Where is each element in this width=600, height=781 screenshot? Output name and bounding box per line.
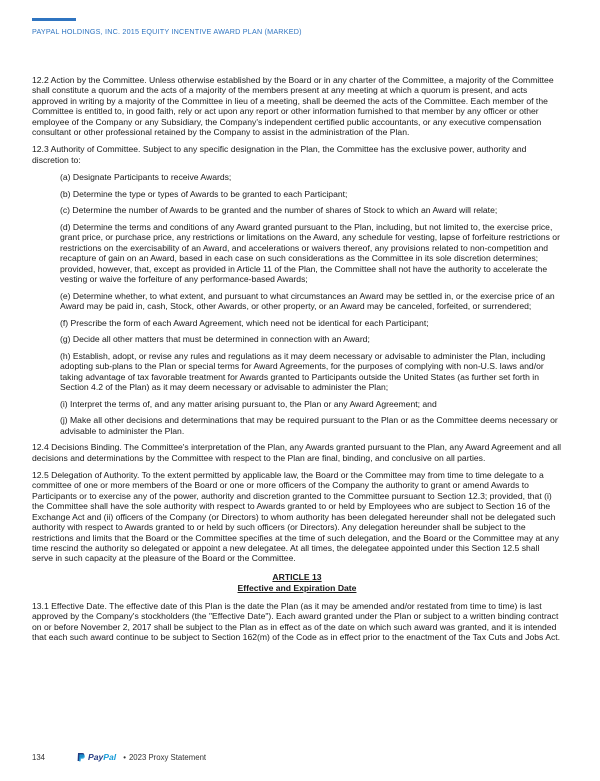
page-number: 134 <box>32 752 46 762</box>
section-12-3-item-d: (d) Determine the terms and conditions of any Award granted pursuant to the Plan, including, but not limited to, the exercise price, grant price, or purchase price, any restrictions or limitations on the Award, any schedule for vesting, lapse of forfeiture restrictions or restrictions on the exercisability of an Award, and accelerations or waivers thereof, any provisions related to non-competition and recapture of gain on an Award, based in each case on such considerations as the Committee in its sole discretion determines; provided, however, that, except as provided in Article 11 of the Plan, the Committee shall not have the authority to accelerate the vesting or waive the forfeiture of any performance-based Awards; <box>60 222 560 285</box>
section-12-3-item-b: (b) Determine the type or types of Awards to be granted to each Participant; <box>60 188 348 199</box>
section-12-4: 12.4 Decisions Binding. The Committee's interpretation of the Plan, any Awards granted pursuant to the Plan, any Award Agreement and all decisions and determinations by the Committee with respect to the Plan are final, binding, and conclusive on all parties. <box>32 442 562 463</box>
section-12-3-item-j: (j) Make all other decisions and determinations that may be required pursuant to the Plan or as the Committee deems necessary or advisable to administer the Plan. <box>60 415 558 436</box>
footer-document-name: 2023 Proxy Statement <box>128 752 207 762</box>
article-13-subheading: Effective and Expiration Date <box>237 582 357 593</box>
section-12-3-item-h: (h) Establish, adopt, or revise any rules and regulations as it may deem necessary or advisable to administer the Plan, including adopting sub-plans to the Plan or special terms for Award Agreements, for the purposes of complying with non-U.S. laws and/or taking advantage of tax favorable treatment for Awards granted to Participants outside the United States (as further set forth in Section 4.2 of the Plan) as it may deem necessary or advisable to administer the Plan; <box>60 350 546 393</box>
paypal-logo-text-pal: Pal <box>103 752 117 762</box>
section-12-3-item-e: (e) Determine whether, to what extent, and pursuant to what circumstances an Award may be settled in, or the exercise price of an Award may be paid in, cash, Stock, other Awards, or other property, or an Award may be canceled, forfeited, or surrendered; <box>60 290 555 312</box>
section-12-3-item-c: (c) Determine the number of Awards to be granted and the number of shares of Stock to which an Award will relate; <box>60 205 498 216</box>
footer-separator: • <box>123 752 126 762</box>
document-header: PAYPAL HOLDINGS, INC. 2015 EQUITY INCENTIVE AWARD PLAN (MARKED) <box>32 27 302 36</box>
page-footer <box>32 752 206 762</box>
paypal-logo <box>76 752 116 762</box>
section-12-3-item-g: (g) Decide all other matters that must be determined in connection with an Award; <box>60 334 370 345</box>
section-12-3-item-i: (i) Interpret the terms of, and any matter arising pursuant to, the Plan or any Award Agreement; and <box>60 398 437 409</box>
section-12-5: 12.5 Delegation of Authority. To the extent permitted by applicable law, the Board or the Committee may from time to time delegate to a committee of one or more members of the Board or one or more officers of the Company the authority to grant or amend Awards to Participants or to exercise any of the power, authority and discretion granted to the Committee pursuant to Section 12.3; provided, that (i) the Committee shall have the sole authority with respect to Awards granted to or held by Employees who are subject to Section 16 of the Exchange Act and (ii) officers of the Company (or Directors) to whom authority has been delegated hereunder shall not be delegated such authority with respect to Awards granted to or held by such officers (or Directors). Any delegation hereunder shall be subject to the restrictions and limits that the Board or the Committee specifies at the time of such delegation, and the Board or the Committee may at any time rescind the authority so delegated or appoint a new delegatee. At all times, the delegatee appointed under this Section 12.5 shall serve in such capacity at the pleasure of the Board or the Committee. <box>32 470 559 564</box>
header-accent-bar <box>32 18 76 21</box>
section-12-3-item-a: (a) Designate Participants to receive Awards; <box>60 172 232 183</box>
section-13-1: 13.1 Effective Date. The effective date of this Plan is the date the Plan (as it may be amended and/or restated from time to time) is last approved by the Company's stockholders (the "Effective Date"). Each award granted under the Plan or subject to a written binding contract on or before November 2, 2017 shall be subject to the Plan as in effect as of the date on which such award was granted, and it is intended that each such award continue to be subject to Section 162(m) of the Code as in effect prior to the enactment of the Tax Cuts and Jobs Act. <box>32 600 561 642</box>
article-13-heading: ARTICLE 13 <box>272 571 322 582</box>
section-12-3: 12.3 Authority of Committee. Subject to any specific designation in the Plan, the Committee has the exclusive power, authority and discretion to: <box>32 144 527 165</box>
paypal-logo-text-pay: Pay <box>88 752 104 762</box>
section-12-3-item-f: (f) Prescribe the form of each Award Agreement, which need not be identical for each Participant; <box>60 317 429 328</box>
paypal-mark-icon <box>76 752 86 762</box>
document-body <box>32 75 562 649</box>
section-12-2: 12.2 Action by the Committee. Unless otherwise established by the Board or in any charter of the Committee, a majority of the Committee shall constitute a quorum and the acts of a majority of the members present at any meeting at which a quorum is present, and acts approved in writing by a majority of the Committee in lieu of a meeting, shall be deemed the acts of the Committee. Each member of the Committee is entitled to, in good faith, rely or act upon any report or other information furnished to that member by any officer or other employee of the Company or any Subsidiary, the Company's independent certified public accountants, or any executive compensation consultant or other professional retained by the Company to assist in the administration of the Plan. <box>32 75 554 138</box>
